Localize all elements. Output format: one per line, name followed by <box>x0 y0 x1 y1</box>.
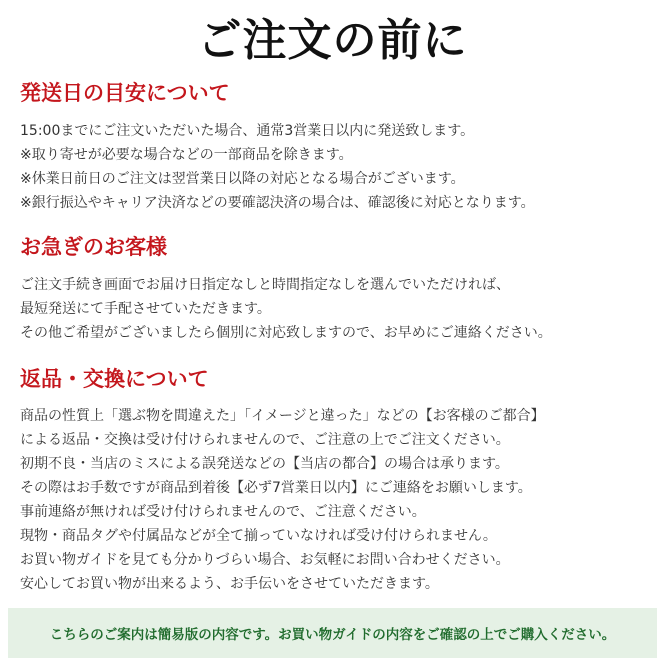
text-line: 現物・商品タグや付属品などが全て揃っていなければ受け付けられません。 <box>20 528 497 544</box>
urgent-text <box>20 273 552 345</box>
text-line: ※取り寄せが必要な場合などの一部商品を除きます。 <box>20 147 353 163</box>
text-line: による返品・交換は受け付けられませんので、ご注意の上でご注文ください。 <box>20 432 510 448</box>
text-line: ※休業日前日のご注文は翌営業日以降の対応となる場合がございます。 <box>20 171 465 187</box>
section-heading-returns: 返品・交換について <box>20 367 209 391</box>
text-line: 事前連絡が無ければ受け付けられませんので、ご注意ください。 <box>20 504 426 520</box>
text-line: ご注文手続き画面でお届け日指定なしと時間指定なしを選んでいただければ、 <box>20 277 510 293</box>
text-line: その際はお手数ですが商品到着後【必ず7営業日以内】にご連絡をお願いします。 <box>20 480 532 496</box>
page-title: ご注文の前に <box>197 15 468 66</box>
text-line: 商品の性質上「選ぶ物を間違えた」「イメージと違った」などの【お客様のご都合】 <box>20 408 545 424</box>
notice-banner-text: こちらのご案内は簡易版の内容です。お買い物ガイドの内容をご確認の上でご購入ください。 <box>49 627 616 643</box>
returns-text <box>20 404 545 596</box>
text-line: お買い物ガイドを見ても分かりづらい場合、お気軽にお問い合わせください。 <box>20 552 510 568</box>
text-line: ※銀行振込やキャリア決済などの要確認決済の場合は、確認後に対応となります。 <box>20 195 535 211</box>
section-heading-urgent: お急ぎのお客様 <box>20 235 167 259</box>
section-heading-shipping: 発送日の目安について <box>20 81 230 105</box>
text-line: 最短発送にて手配させていただきます。 <box>20 301 271 317</box>
text-line: その他ご希望がございましたら個別に対応致しますので、お早めにご連絡ください。 <box>20 325 552 341</box>
text-line: 安心してお買い物が出来るよう、お手伝いをさせていただきます。 <box>20 576 439 592</box>
text-line: 初期不良・当店のミスによる誤発送などの【当店の都合】の場合は承ります。 <box>20 456 509 472</box>
shipping-text <box>20 119 535 215</box>
text-line: 15:00までにご注文いただいた場合、通常3営業日以内に発送致します。 <box>20 123 475 139</box>
notice-banner <box>8 608 657 658</box>
